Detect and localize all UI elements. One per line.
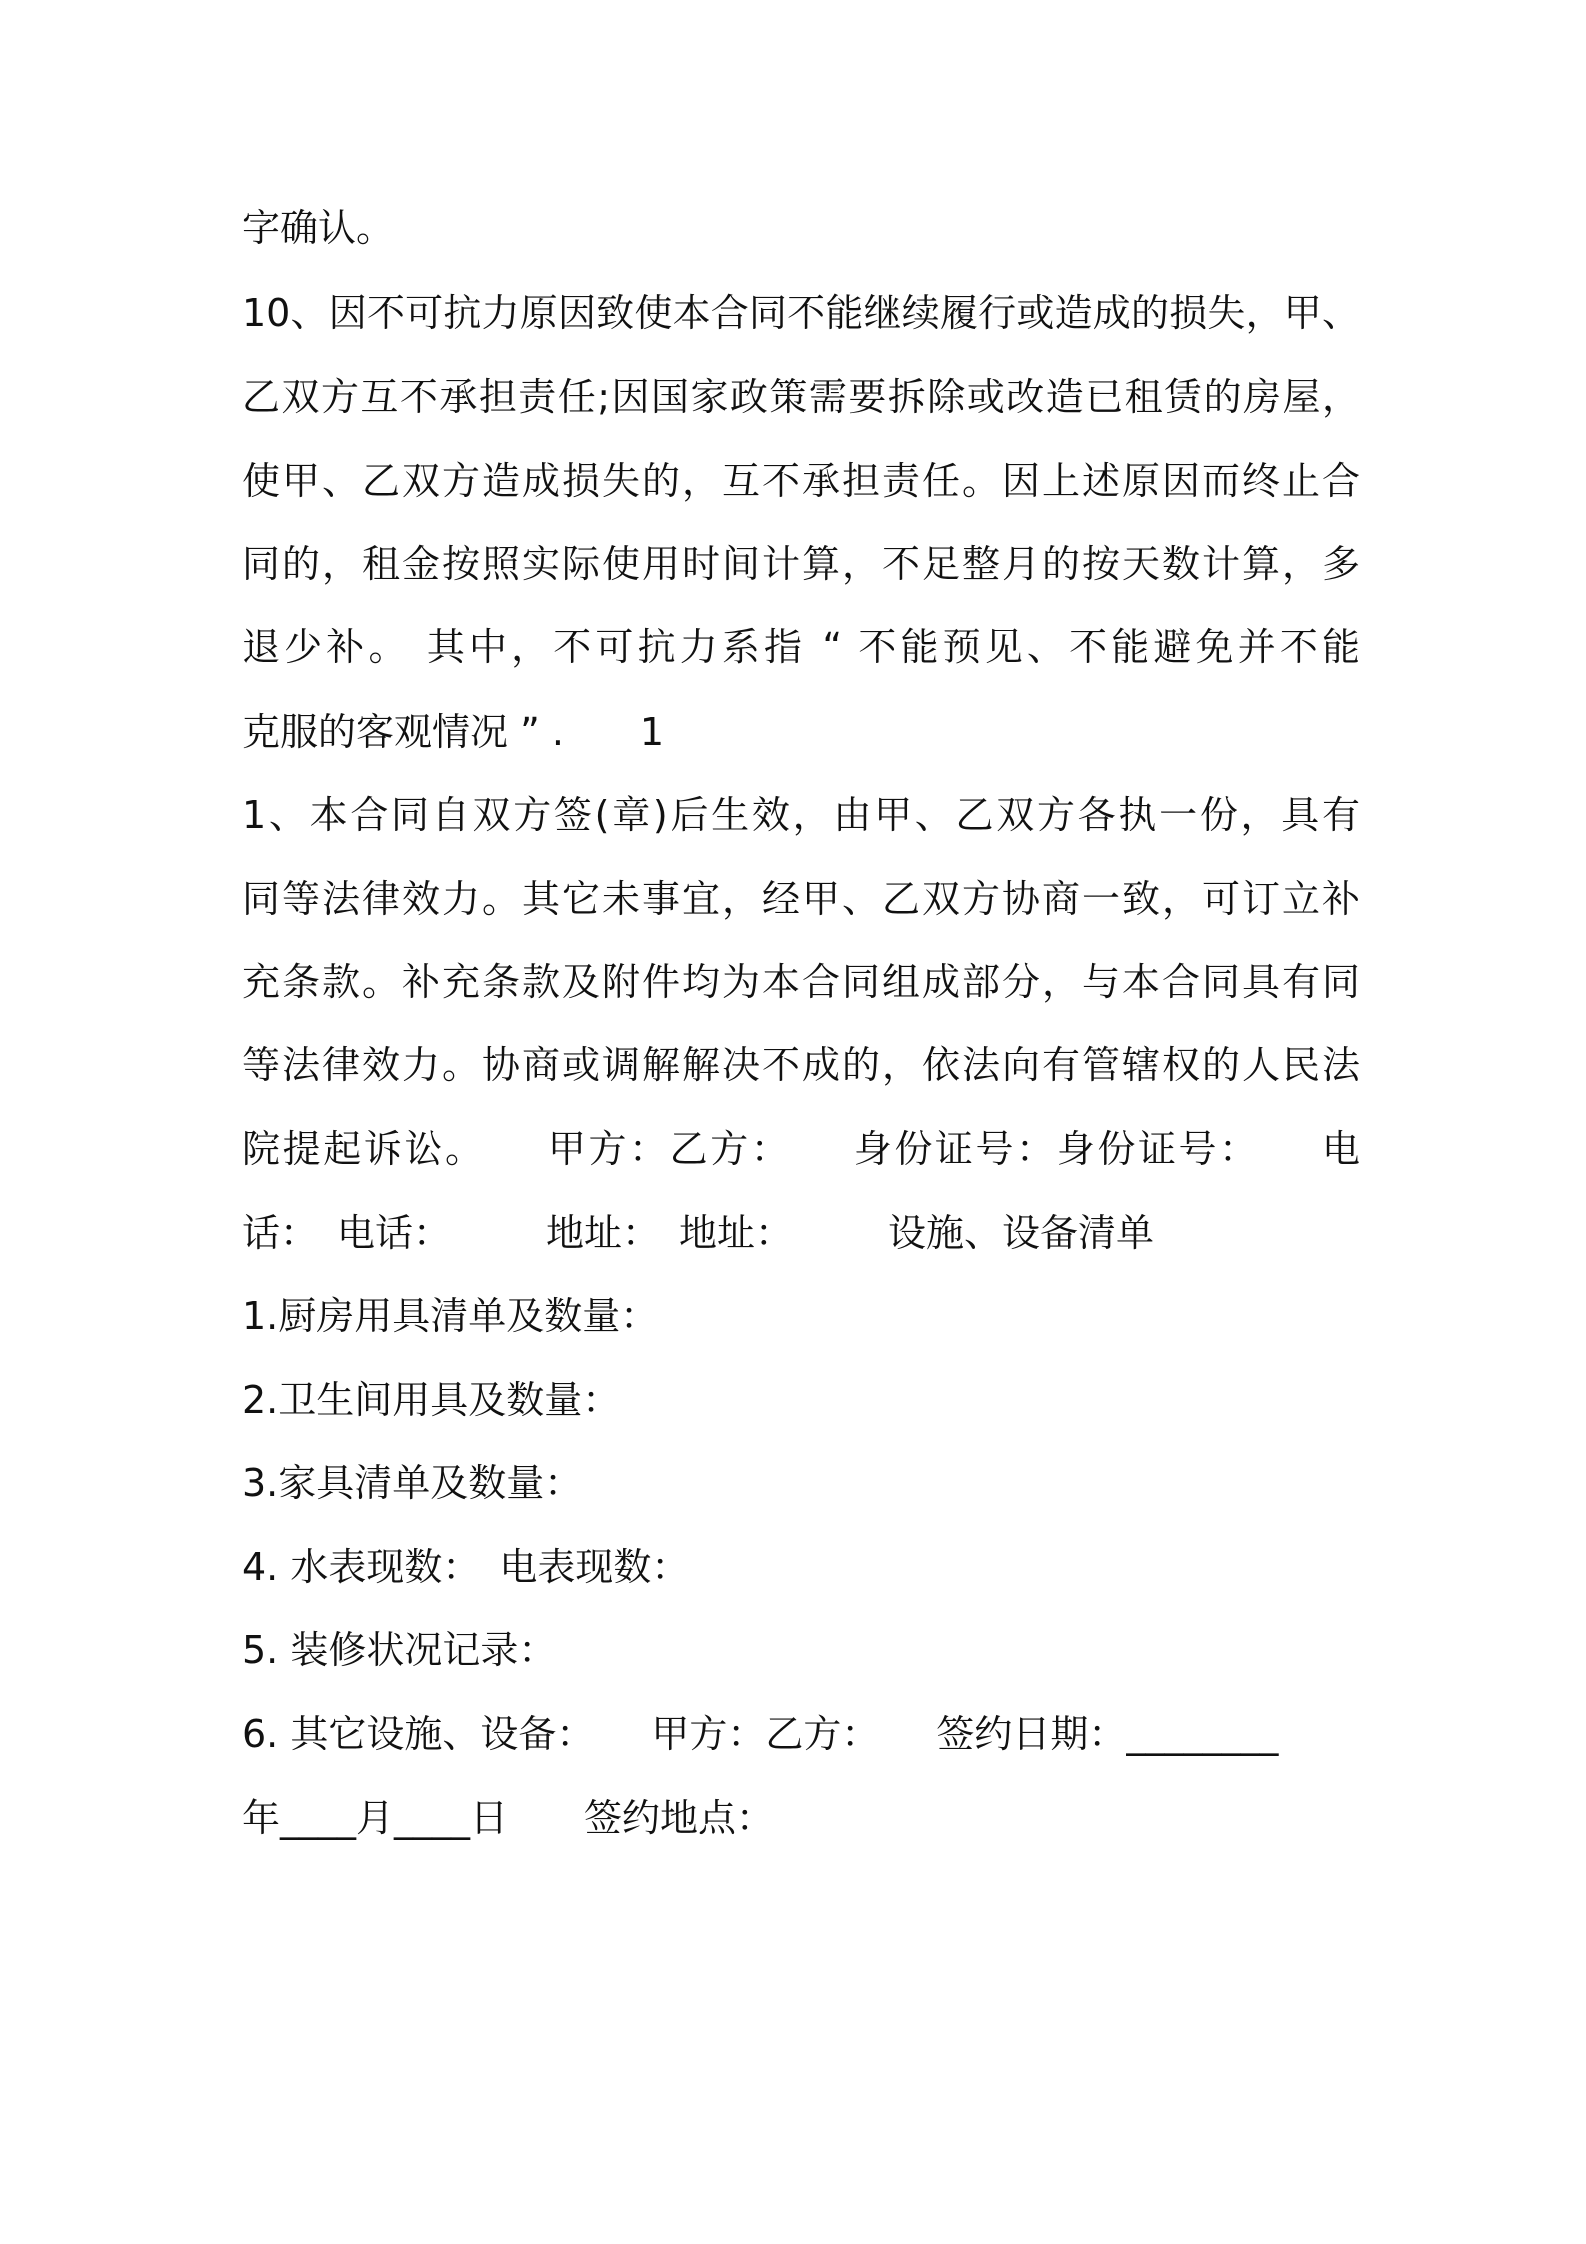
text-line: 退少补。 其中，不可抗力系指 “ 不能预见、不能避免并不能 — [242, 625, 1360, 669]
text-line: 1.厨房用具清单及数量： — [242, 1294, 659, 1338]
text-line: 充条款。补充条款及附件均为本合同组成部分，与本合同具有同 — [242, 960, 1360, 1004]
text-line: 5. 装修状况记录： — [242, 1628, 557, 1672]
text-line: 3.家具清单及数量： — [242, 1461, 583, 1505]
text-line: 10、因不可抗力原因致使本合同不能继续履行或造成的损失，甲、 — [242, 291, 1360, 335]
text-line: 同的，租金按照实际使用时间计算，不足整月的按天数计算，多 — [242, 542, 1360, 586]
text-line: 字确认。 — [242, 206, 395, 250]
text-line: 6. 其它设施、设备： 甲方：乙方： 签约日期：________ — [242, 1712, 1279, 1756]
text-line: 使甲、乙双方造成损失的，互不承担责任。因上述原因而终止合 — [242, 459, 1360, 503]
text-line: 2.卫生间用具及数量： — [242, 1378, 621, 1422]
text-line: 年____月____日 签约地点： — [242, 1796, 775, 1840]
text-line: 4. 水表现数： 电表现数： — [242, 1545, 690, 1589]
text-line: 1、本合同自双方签(章)后生效，由甲、乙双方各执一份，具有 — [242, 793, 1360, 837]
text-line: 等法律效力。协商或调解解决不成的，依法向有管辖权的人民法 — [242, 1043, 1360, 1087]
text-line: 同等法律效力。其它未事宜，经甲、乙双方协商一致，可订立补 — [242, 877, 1360, 921]
text-line: 乙双方互不承担责任;因国家政策需要拆除或改造已租赁的房屋， — [242, 375, 1360, 419]
text-line: 克服的客观情况 ” . 1 — [242, 710, 665, 754]
text-line: 话： 电话： 地址： 地址： 设施、设备清单 — [242, 1211, 1155, 1255]
text-line: 院提起诉讼。 甲方：乙方： 身份证号：身份证号： 电 — [242, 1127, 1360, 1171]
